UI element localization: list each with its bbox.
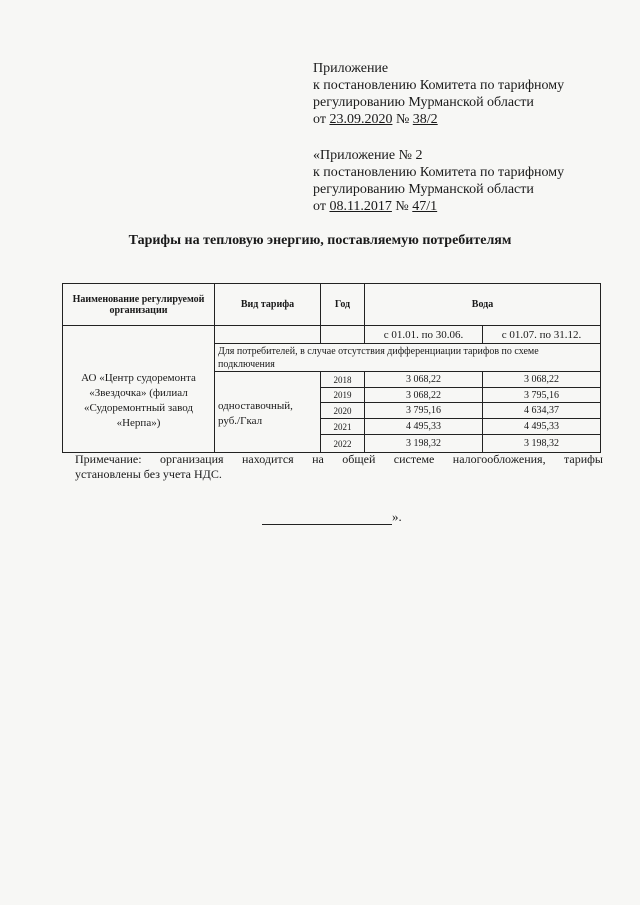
value-second-half: 3 068,22 xyxy=(483,372,601,388)
note-paragraph xyxy=(75,452,603,482)
header-org: Наименование регулируемой организации xyxy=(63,284,215,326)
year-cell: 2018 xyxy=(321,372,365,388)
appendix-header xyxy=(313,60,564,128)
closing-mark xyxy=(262,509,402,525)
tariff-table xyxy=(62,283,601,453)
resolution-number: 38/2 xyxy=(412,112,438,127)
appendix-header-line: регулированию Мурманской области xyxy=(313,95,534,110)
value-second-half: 4 634,37 xyxy=(483,403,601,419)
value-second-half: 3 198,32 xyxy=(483,435,601,453)
appendix-header-line: к постановлению Комитета по тарифному xyxy=(313,78,565,93)
value-first-half: 3 068,22 xyxy=(365,372,483,388)
appendix-header-line: к постановлению Комитета по тарифному xyxy=(313,165,565,180)
appendix-header-line: Приложение xyxy=(313,61,389,76)
year-cell: 2019 xyxy=(321,388,365,403)
resolution-date: 23.09.2020 xyxy=(329,112,393,127)
number-sign: № xyxy=(392,112,413,127)
empty-cell xyxy=(321,326,365,344)
organization-cell: АО «Центр судоремонта «Звездочка» (филиал «Судоремонтный завод «Нерпа») xyxy=(63,326,215,453)
value-second-half: 4 495,33 xyxy=(483,419,601,435)
period-row xyxy=(63,326,601,344)
header-year: Год xyxy=(321,284,365,326)
empty-cell xyxy=(215,326,321,344)
resolution-date: 08.11.2017 xyxy=(329,199,392,214)
header-water: Вода xyxy=(365,284,601,326)
appendix-header-date-line xyxy=(313,198,564,215)
value-first-half: 4 495,33 xyxy=(365,419,483,435)
note-line: установлены без учета НДС. xyxy=(75,467,222,481)
table-header-row xyxy=(63,284,601,326)
consumers-description: Для потребителей, в случае отсутствия дифференциации тарифов по схеме подключения xyxy=(215,344,601,372)
tariff-type-cell: одноставочный, руб./Гкал xyxy=(215,372,321,453)
header-tariff-type: Вид тарифа xyxy=(215,284,321,326)
value-first-half: 3 198,32 xyxy=(365,435,483,453)
value-second-half: 3 795,16 xyxy=(483,388,601,403)
appendix-header-line: «Приложение № 2 xyxy=(313,148,423,163)
year-cell: 2020 xyxy=(321,403,365,419)
closing-quote: ». xyxy=(392,509,402,524)
value-first-half: 3 068,22 xyxy=(365,388,483,403)
resolution-number: 47/1 xyxy=(412,199,438,214)
document-title: Тарифы на тепловую энергию, поставляемую потребителям xyxy=(128,233,512,248)
note-line: Примечание: организация находится на общей системе налогообложения, тарифы xyxy=(75,452,603,466)
original-appendix-header xyxy=(313,147,564,215)
date-prefix: от xyxy=(313,112,330,127)
date-prefix: от xyxy=(313,199,330,214)
appendix-header-date-line xyxy=(313,111,564,128)
appendix-header-line: регулированию Мурманской области xyxy=(313,182,534,197)
value-first-half: 3 795,16 xyxy=(365,403,483,419)
year-cell: 2021 xyxy=(321,419,365,435)
period-first-half: с 01.01. по 30.06. xyxy=(365,326,483,344)
period-second-half: с 01.07. по 31.12. xyxy=(483,326,601,344)
year-cell: 2022 xyxy=(321,435,365,453)
number-sign: № xyxy=(391,199,413,214)
signature-line xyxy=(262,512,392,525)
